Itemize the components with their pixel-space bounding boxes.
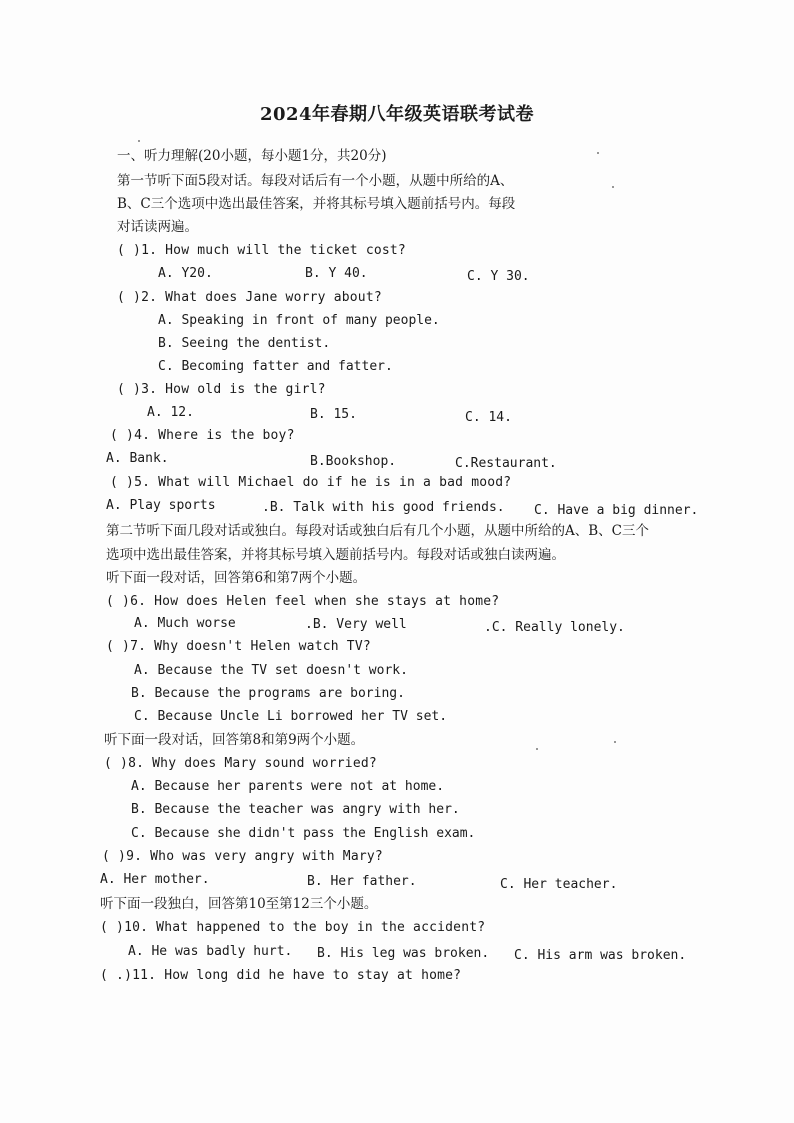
part1-instruction-line-1: 第一节听下面5段对话。每段对话后有一个小题，从题中所给的A、	[117, 173, 514, 189]
question-3-stem: ( )3. How old is the girl?	[117, 382, 326, 397]
question-5-option-c: C. Have a big dinner.	[534, 503, 699, 518]
question-5-option-a: A. Play sports	[106, 498, 216, 513]
listen-instruction-10-12: 听下面一段独白，回答第10至第12三个小题。	[100, 896, 378, 912]
question-7-stem: ( )7. Why doesn't Helen watch TV?	[106, 639, 371, 654]
part1-instruction-line-2: B、C三个选项中选出最佳答案，并将其标号填入题前括号内。每段	[117, 196, 516, 212]
question-7-option-a: A. Because the TV set doesn't work.	[134, 663, 408, 678]
scan-speck	[536, 748, 538, 750]
question-8-stem: ( )8. Why does Mary sound worried?	[104, 756, 377, 771]
question-1-option-a: A. Y20.	[158, 266, 213, 281]
question-7-option-c: C. Because Uncle Li borrowed her TV set.	[134, 709, 448, 724]
question-7-option-b: B. Because the programs are boring.	[131, 686, 405, 701]
scan-speck	[597, 152, 599, 154]
question-9-option-a: A. Her mother.	[100, 872, 210, 887]
question-3-option-c: C. 14.	[465, 410, 512, 425]
question-8-option-b: B. Because the teacher was angry with her.	[131, 802, 460, 817]
listen-instruction-6-7: 听下面一段对话，回答第6和第7两个小题。	[106, 570, 367, 586]
question-6-option-c: .C. Really lonely.	[484, 620, 625, 635]
question-2-option-c: C. Becoming fatter and fatter.	[158, 359, 393, 374]
question-6-stem: ( )6. How does Helen feel when she stays at home?	[106, 594, 500, 609]
question-11-stem: ( .)11. How long did he have to stay at home?	[100, 968, 462, 983]
question-10-option-a: A. He was badly hurt.	[128, 944, 293, 959]
scan-speck	[612, 186, 614, 188]
question-1-option-c: C. Y 30.	[467, 269, 530, 284]
question-6-option-a: A. Much worse	[134, 616, 236, 631]
question-9-option-c: C. Her teacher.	[500, 877, 618, 892]
page-title: 2024年春期八年级英语联考试卷	[259, 104, 535, 125]
question-2-stem: ( )2. What does Jane worry about?	[117, 290, 382, 305]
listen-instruction-8-9: 听下面一段对话，回答第8和第9两个小题。	[104, 732, 365, 748]
part2-instruction-line-1: 第二节听下面几段对话或独白。每段对话或独白后有几个小题，从题中所给的A、B、C三个	[106, 523, 649, 539]
question-10-option-c: C. His arm was broken.	[514, 948, 687, 963]
question-2-option-b: B. Seeing the dentist.	[158, 336, 331, 351]
question-4-option-c: C.Restaurant.	[455, 456, 557, 471]
question-3-option-a: A. 12.	[147, 405, 194, 420]
question-1-option-b: B. Y 40.	[305, 266, 368, 281]
question-1-stem: ( )1. How much will the ticket cost?	[117, 243, 406, 258]
question-2-option-a: A. Speaking in front of many people.	[158, 313, 440, 328]
scan-speck	[614, 741, 616, 743]
question-5-option-b: .B. Talk with his good friends.	[262, 500, 505, 515]
part2-instruction-line-2: 选项中选出最佳答案，并将其标号填入题前括号内。每段对话或独白读两遍。	[106, 547, 565, 563]
scan-speck	[138, 140, 140, 142]
question-3-option-b: B. 15.	[310, 407, 357, 422]
question-5-stem: ( )5. What will Michael do if he is in a bad mood?	[110, 475, 512, 490]
question-8-option-a: A. Because her parents were not at home.	[131, 779, 445, 794]
question-10-option-b: B. His leg was broken.	[317, 946, 490, 961]
question-10-stem: ( )10. What happened to the boy in the accident?	[100, 920, 486, 935]
question-4-option-a: A. Bank.	[106, 451, 169, 466]
question-8-option-c: C. Because she didn't pass the English exam.	[131, 826, 476, 841]
question-4-stem: ( )4. Where is the boy?	[110, 428, 295, 443]
section-heading: 一、听力理解(20小题，每小题1分，共20分)	[117, 148, 387, 164]
question-9-option-b: B. Her father.	[307, 874, 417, 889]
question-4-option-b: B.Bookshop.	[310, 454, 397, 469]
part1-instruction-line-3: 对话读两遍。	[117, 219, 198, 235]
question-9-stem: ( )9. Who was very angry with Mary?	[102, 849, 383, 864]
question-6-option-b: .B. Very well	[305, 617, 407, 632]
